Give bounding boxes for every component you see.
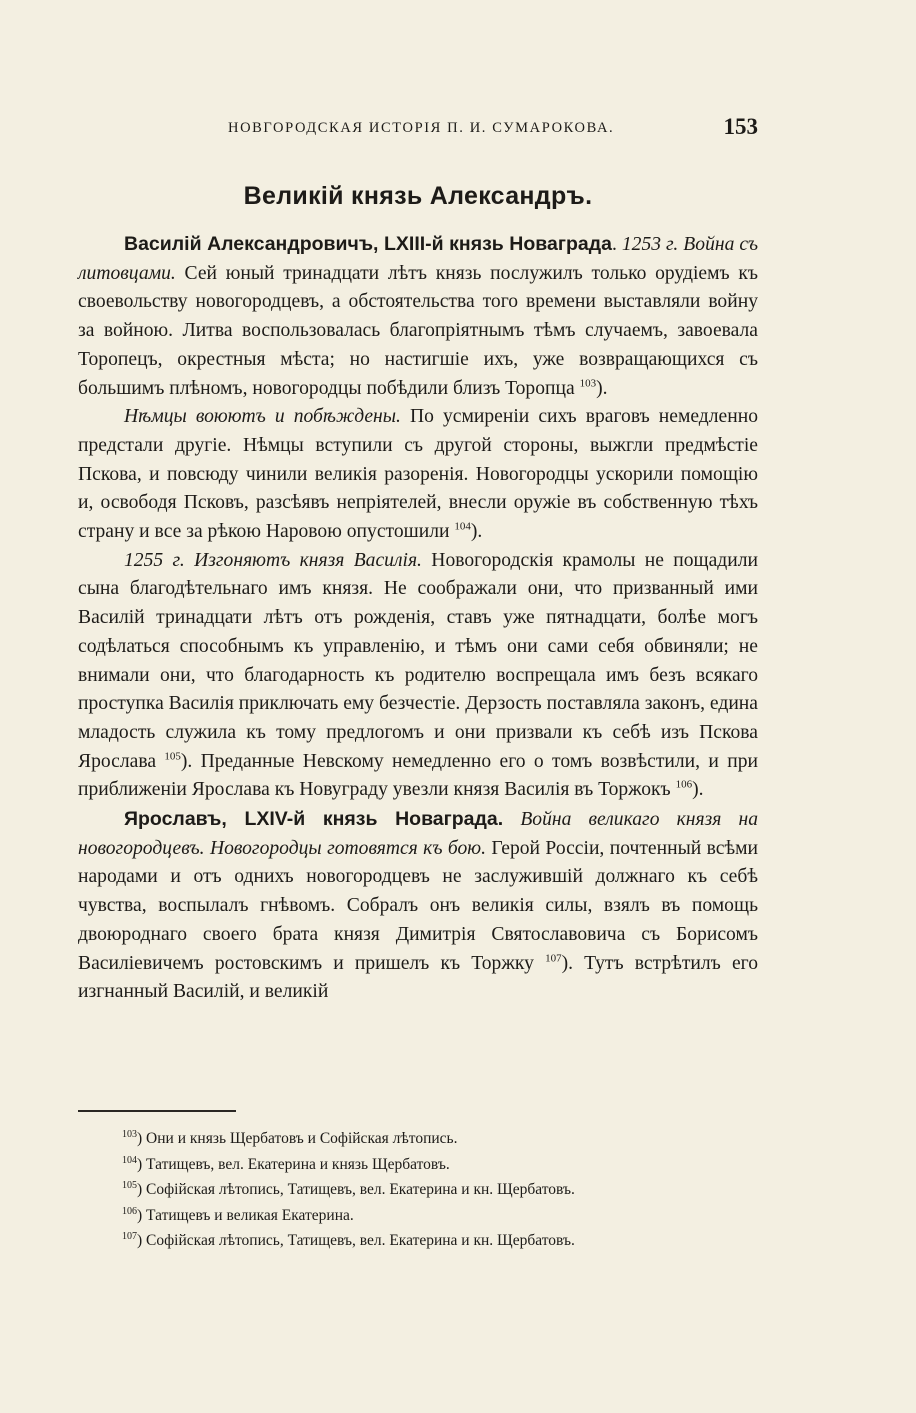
footnote-text: ) Софійская лѣтопись, Татищевъ, вел. Екатерина и кн. Щербатовъ. bbox=[137, 1181, 575, 1199]
paragraph-text: . bbox=[611, 234, 622, 255]
chapter-heading: Василій Александровичъ, LXIII-й князь Новаграда bbox=[124, 233, 612, 255]
footnote-text: ) Татищевъ, вел. Екатерина и князь Щербатовъ. bbox=[137, 1155, 450, 1173]
marginal-heading: Война великаго князя на новогородцевъ. Новогородцы готовятся къ бою. bbox=[78, 809, 759, 859]
footnote bbox=[122, 1177, 758, 1203]
paragraph-text: Сей юный тринадцати лѣтъ князь послужилъ только орудіемъ къ своевольству новогородцевъ, а обстоятельства того времени выставляли войну за войною. Литва воспользовалась благопріятнымъ тѣмъ случаемъ, завоевала Торопецъ, окрестныя мѣста; но настигшіе ихъ, уже возвращающихся съ большимъ плѣномъ, новогородцы побѣдили близъ Торопца bbox=[78, 262, 758, 399]
body-text bbox=[78, 230, 758, 1007]
paragraph bbox=[78, 805, 758, 1007]
footnote bbox=[122, 1228, 758, 1254]
chapter-heading: Ярославъ, LXIV-й князь Новаграда. bbox=[124, 808, 504, 831]
footnote-number: 107 bbox=[122, 1231, 137, 1243]
footnote-number: 104 bbox=[122, 1154, 137, 1166]
running-head bbox=[78, 112, 758, 142]
footnote-text: ) Софійская лѣтопись, Татищевъ, вел. Екатерина и кн. Щербатовъ. bbox=[137, 1232, 575, 1250]
paragraph bbox=[78, 547, 758, 805]
paragraph-text: ). Тутъ встрѣтилъ его изгнанный Василій, и великій bbox=[78, 952, 758, 1003]
section-title: Великій князь Александръ. bbox=[243, 182, 593, 210]
paragraph bbox=[78, 230, 758, 403]
paragraph-text: ). bbox=[470, 521, 483, 543]
paragraph-text: ). bbox=[596, 377, 608, 399]
footnote-text: ) Они и князь Щербатовъ и Софійская лѣтопись. bbox=[137, 1130, 458, 1147]
footnote-reference: 106 bbox=[675, 778, 693, 791]
footnote bbox=[122, 1126, 758, 1152]
footnote-number: 103 bbox=[122, 1128, 137, 1140]
paragraph-text: ). Преданные Невскому немедленно его о томъ возвѣстили, и при приближеніи Ярослава къ Новуграду увезли князя Василія въ Торжокъ bbox=[78, 750, 758, 801]
footnote-number: 106 bbox=[122, 1205, 137, 1217]
footnote-reference: 105 bbox=[164, 750, 181, 763]
paragraph-text bbox=[503, 809, 520, 830]
paragraph-text: Новогородскія крамолы не пощадили сына благодѣтельнаго имъ князя. Не соображали они, что призванный ими Василій тринадцати лѣтъ отъ рожденія, ставъ уже пятнадцати, болѣе могъ содѣлаться способнымъ къ управленію, и тѣмъ они сами себя обвиняли; не внимали они, что благодарность къ родителю воспрещала имъ безъ всякаго проступка Василія приключать ему безчестіе. Дерзость поставляла законъ, едина младость служила къ тому предлогомъ и они призвали къ себѣ изъ Пскова Ярослава bbox=[78, 549, 758, 772]
footnotes bbox=[122, 1126, 758, 1254]
page-number: 153 bbox=[723, 114, 758, 139]
paragraph-text: Герой Россіи, почтенный всѣми народами и отъ однихъ новогородцевъ не заслужившій должнаго къ себѣ чувства, воспылалъ гнѣвомъ. Собралъ онъ великія силы, взялъ въ помощь двоюроднаго своего брата князя Димитрія Святославовича съ Борисомъ Василіевичемъ ростовскимъ и пришелъ къ Торжку bbox=[78, 837, 758, 974]
marginal-heading: 1253 г. Война съ литовцами. bbox=[78, 234, 758, 284]
footnote-reference: 104 bbox=[454, 520, 471, 533]
running-title: НОВГОРОДСКАЯ ИСТОРІЯ П. И. СУМАРОКОВА. bbox=[228, 120, 615, 136]
footnote bbox=[122, 1152, 758, 1178]
footnote-divider bbox=[78, 1110, 236, 1112]
paragraph-text: По усмиреніи сихъ враговъ немедленно предстали другіе. Нѣмцы вступили съ другой стороны, выжгли предмѣстіе Пскова, и повсюду чинили великія разоренія. Новогородцы ускорили помощію и, освободя Псковъ, разсѣявъ непріятелей, внесли оружіе въ собственную тѣхъ страну и все за рѣкою Наровою опустошили bbox=[78, 406, 759, 543]
marginal-heading: Нѣмцы воюютъ и побѣждены. bbox=[124, 406, 401, 428]
footnote bbox=[122, 1203, 758, 1229]
paragraph bbox=[78, 403, 758, 547]
footnote-reference: 107 bbox=[545, 952, 562, 965]
marginal-heading: 1255 г. Изгоняютъ князя Василія. bbox=[124, 549, 422, 571]
footnote-text: ) Татищевъ и великая Екатерина. bbox=[137, 1206, 354, 1224]
footnote-number: 105 bbox=[122, 1180, 137, 1192]
paragraph-text: ). bbox=[692, 779, 704, 801]
footnote-reference: 103 bbox=[579, 376, 597, 389]
